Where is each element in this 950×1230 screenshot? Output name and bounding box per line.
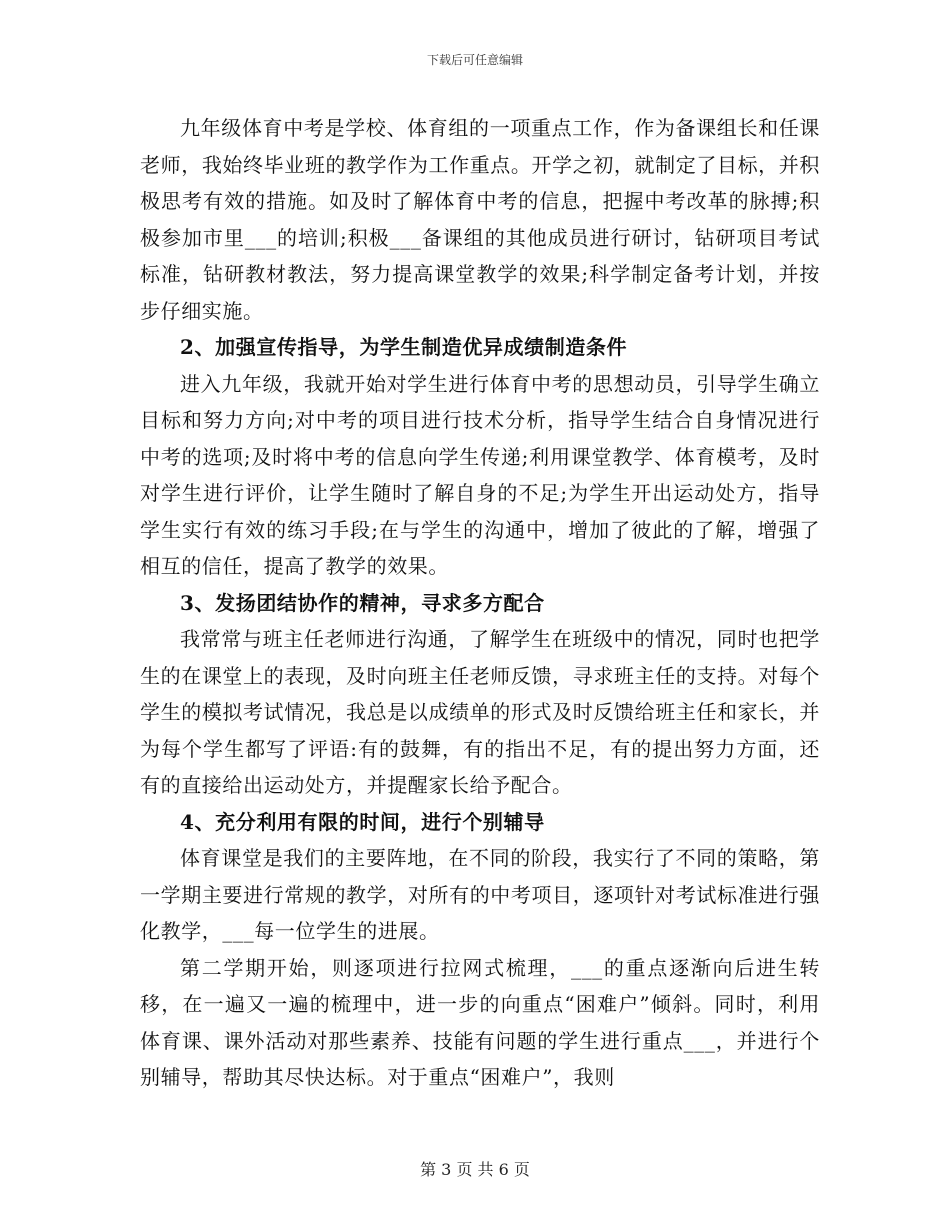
paragraph-1: 九年级体育中考是学校、体育组的一项重点工作，作为备课组长和任课老师，我始终毕业班的教学作为工作重点。开学之初，就制定了目标，并积极思考有效的措施。如及时了解体育中考的信息，把握中考改革的脉搏;积极参加市里___的培训;积极___备课组的其他成员进行研讨，钻研项目考试标准，钻研教材教法，努力提高课堂教学的效果;科学制定备考计划，并按步仔细实施。 [140, 116, 820, 323]
section-heading-2: 2、加强宣传指导，为学生制造优异成绩制造条件 [180, 335, 628, 359]
paragraph-3: 我常常与班主任老师进行沟通，了解学生在班级中的情况，同时也把学生的在课堂上的表现，及时向班主任老师反馈，寻求班主任的支持。对每个学生的模拟考试情况，我总是以成绩单的形式及时反馈给班主任和家长，并为每个学生都写了评语:有的鼓舞，有的指出不足，有的提出努力方面，还有的直接给出运动处方，并提醒家长给予配合。 [140, 627, 820, 797]
paragraph-4: 体育课堂是我们的主要阵地，在不同的阶段，我实行了不同的策略，第一学期主要进行常规的教学，对所有的中考项目，逐项针对考试标准进行强化教学，___每一位学生的进展。 [140, 846, 820, 943]
page-number: 第 3 页 共 6 页 [420, 1160, 530, 1179]
section-heading-4: 4、充分利用有限的时间，进行个别辅导 [180, 809, 545, 834]
page-header: 下载后可任意编辑 [426, 53, 523, 67]
paragraph-2: 进入九年级，我就开始对学生进行体育中考的思想动员，引导学生确立目标和努力方向;对中考的项目进行技术分析，指导学生结合自身情况进行中考的选项;及时将中考的信息向学生传递;利用课堂教学、体育模考，及时对学生进行评价，让学生随时了解自身的不足;为学生开出运动处方，指导学生实行有效的练习手段;在与学生的沟通中，增加了彼此的了解，增强了相互的信任，提高了教学的效果。 [140, 371, 820, 578]
paragraph-5: 第二学期开始，则逐项进行拉网式梳理，___的重点逐渐向后进生转移，在一遍又一遍的梳理中，进一步的向重点“困难户”倾斜。同时，利用体育课、课外活动对那些素养、技能有问题的学生进行重点___，并进行个别辅导，帮助其尽快达标。对于重点“困难户”，我则 [140, 955, 820, 1089]
document-body [140, 110, 820, 1096]
section-heading-3: 3、发扬团结协作的精神，寻求多方配合 [180, 590, 545, 615]
